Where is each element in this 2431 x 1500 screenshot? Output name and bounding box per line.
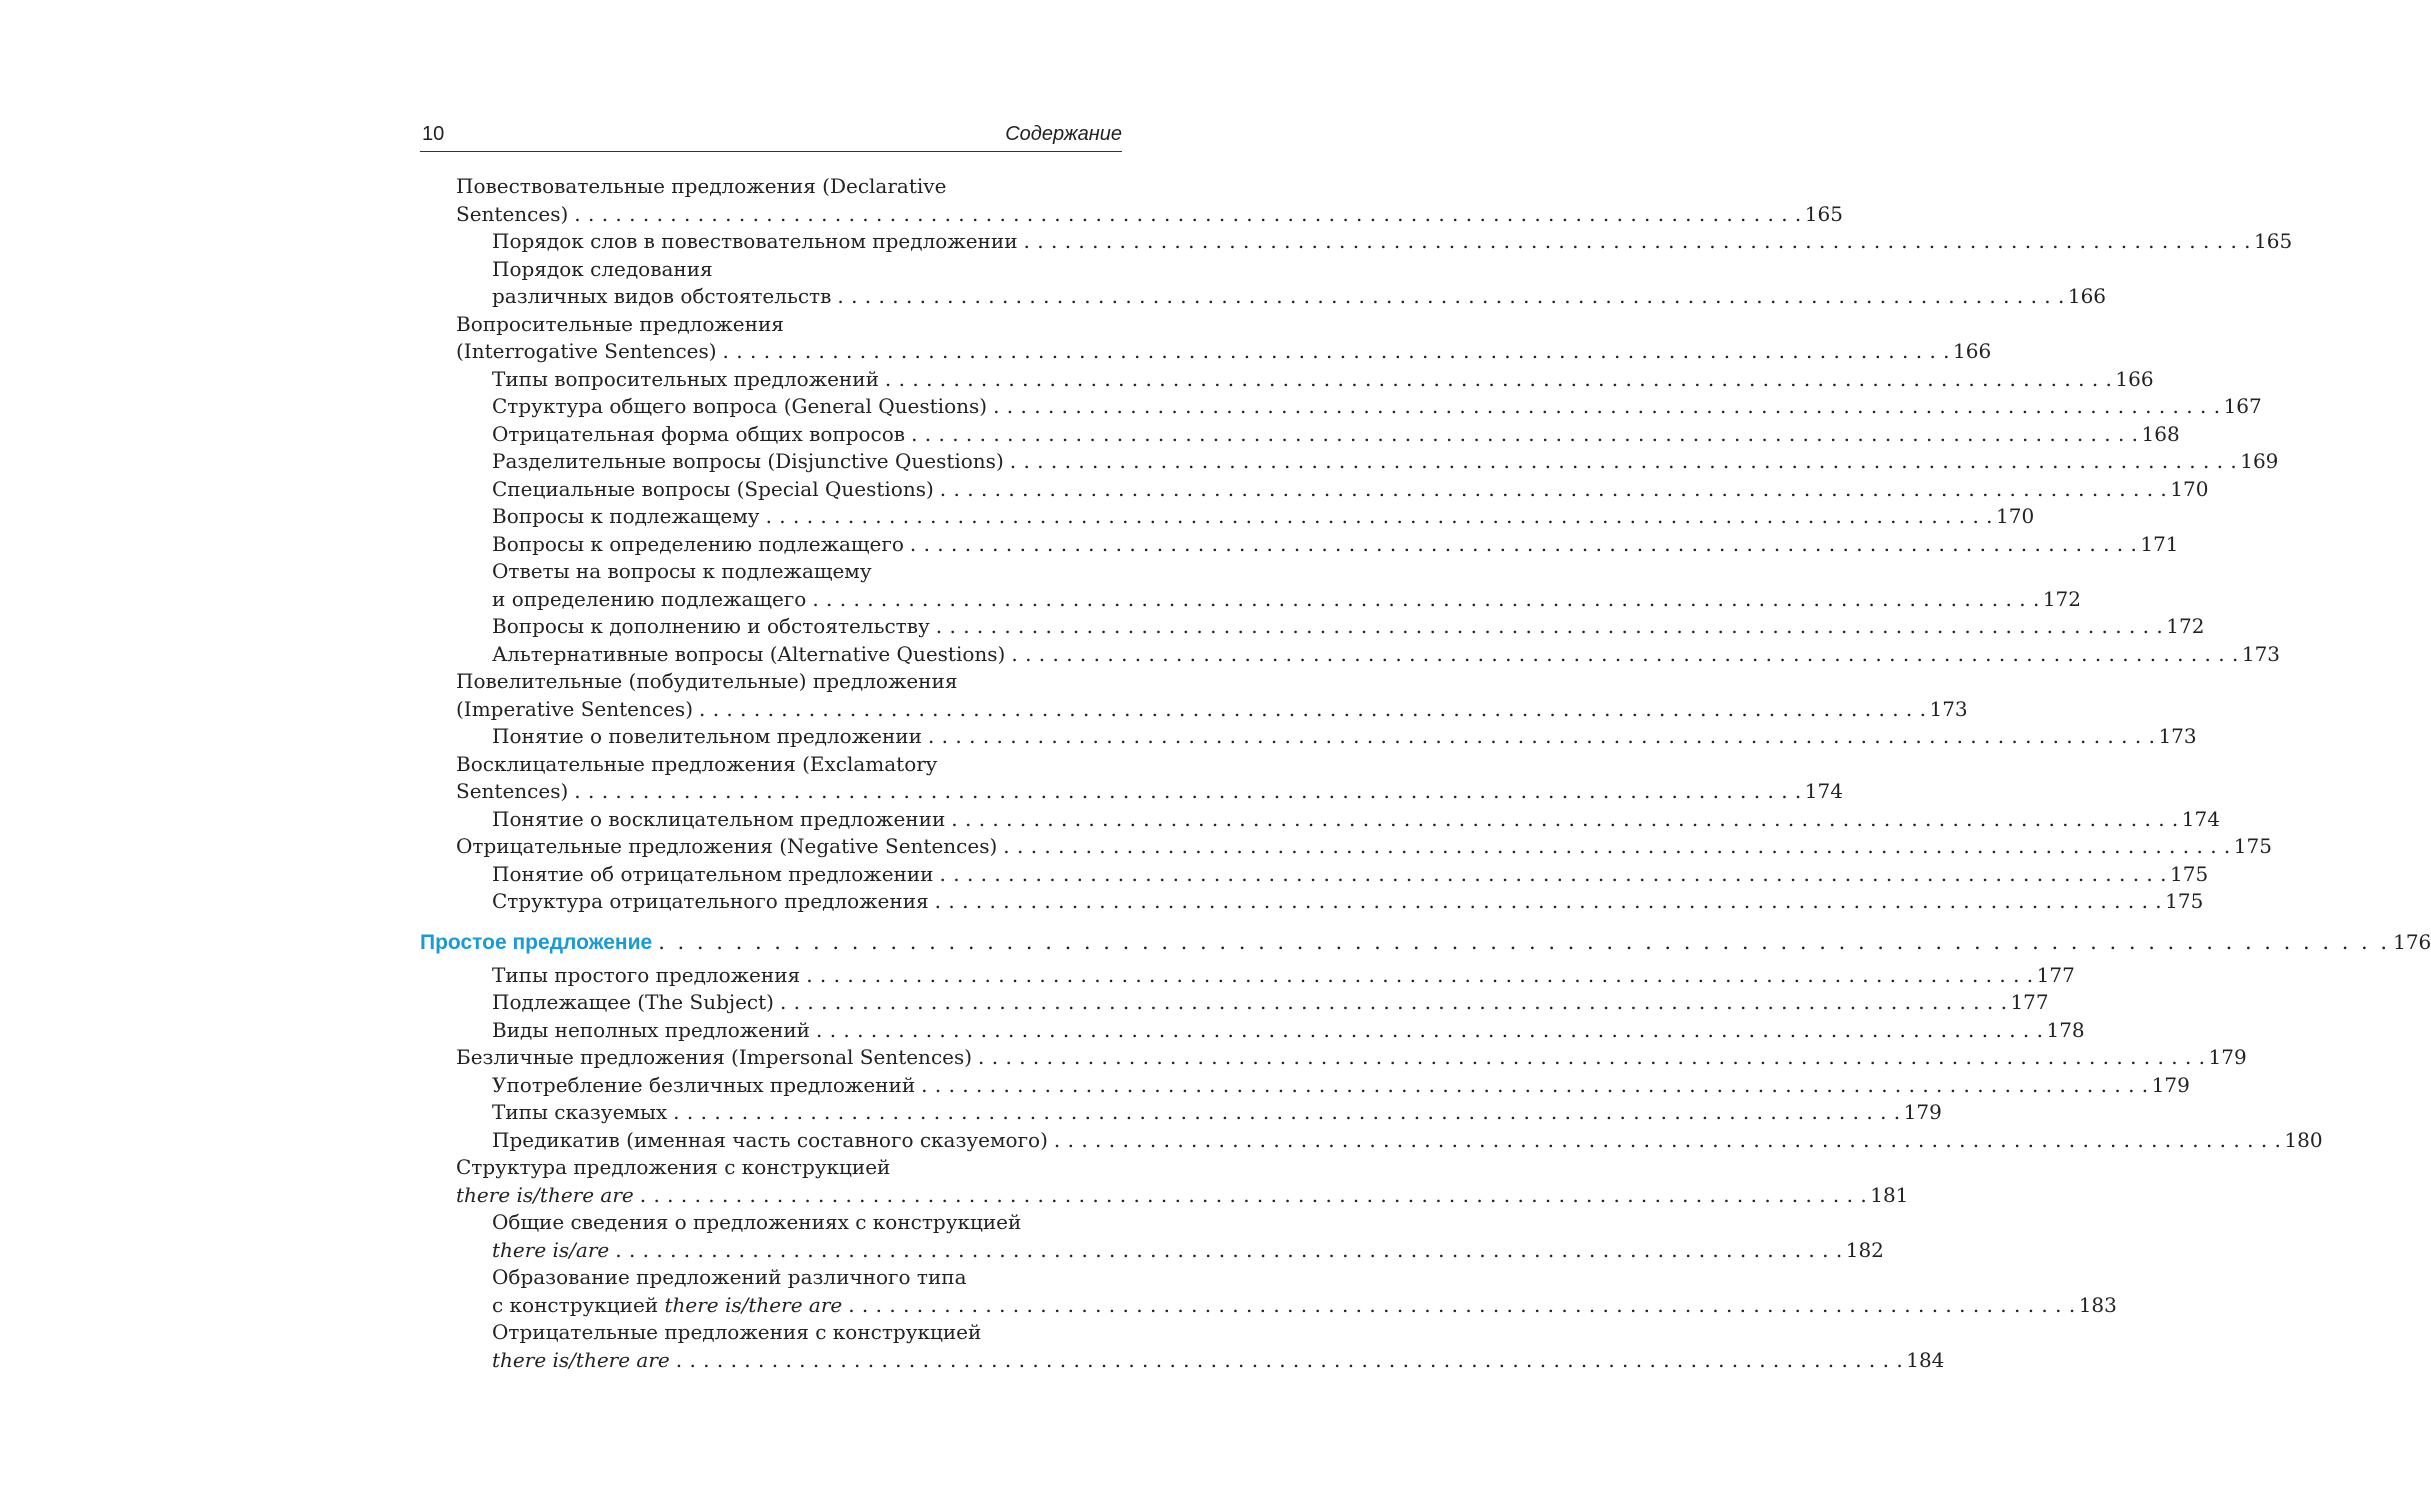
toc-entry [420, 1264, 1122, 1292]
toc-entry [420, 531, 2179, 559]
toc-entry [420, 503, 2035, 531]
dot-leader: . . . . . . . . . . . . . . . . . . . . . . . . . . . . . . . . . . . . . . . . . . . . . . . . . . . . . . . . . . . . . . . . . . . . . . . . . . . . . . . . . . . . . . . . . . [1023, 229, 2252, 253]
dot-leader: . . . . . . . . . . . . . . . . . . . . . . . . . . . . . . . . . . . . . . . . . . . . . . . . . . . . . . . . . . . . . . . . . . . . . . . . . . . . . . . . . . . . . . . . . . [911, 421, 2139, 446]
toc-entry-title [492, 1292, 842, 1320]
toc-entry-title: Понятие о восклицательном предложении [492, 806, 946, 831]
toc-page-number: 172 [2166, 614, 2205, 638]
toc-page-number: 175 [2233, 834, 2272, 858]
toc-page-number: 182 [1845, 1237, 1884, 1262]
dot-leader: . . . . . . . . . . . . . . . . . . . . . . . . . . . . . . . . . . . . . . . . . . . . . . . . . . . . . . . . . . . . . . . . . . . . . . . . . . . . . . . . . . . . . . . . . . [993, 394, 2221, 418]
toc-entry [420, 558, 1122, 586]
table-of-contents [420, 173, 2431, 1374]
dot-leader: . . . . . . . . . . . . . . . . . . . . . . . . . . . . . . . . . . . . . . . . . . . . . . . . . . . . . . . . . . . . . . . . . . . . . . . . . . . . . . . . . . . . . . . . . . [848, 1292, 2076, 1317]
dot-leader: . . . . . . . . . . . . . . . . . . . . . . . . . . . . . . . . . . . . . . . . . . . . . . . . . . . . . . . . . . . . . . . . . . . . . . . . . . . . . . . . . . . . . . . . . . [1009, 449, 2238, 473]
toc-entry [420, 1017, 2085, 1045]
dot-leader: . . . . . . . . . . . . . . . . . . . . . . . . . . . . . . . . . . . . . . . . . . . . . . . . . . . . . . . . . . . . . . . . . . . . . . . . . . . . . . . . . . . . . . . . . . [978, 1045, 2206, 1069]
toc-entry-title: Вопросы к определению подлежащего [492, 531, 904, 556]
toc-entry-title: Восклицательные предложения (Exclamatory [456, 751, 938, 776]
toc-entry [420, 989, 2049, 1017]
dot-leader: . . . . . . . . . . . . . . . . . . . . . . . . . . . . . . . . . . . . . . . . . . . . . . . . . . . . . . . . . . . . . . . . . . . . . . . . . . . . . . . . . . . . . . . . . . [884, 366, 2113, 391]
toc-entry [420, 448, 2279, 476]
toc-entry-title: Структура отрицательного предложения [492, 889, 929, 913]
dot-leader: . . . . . . . . . . . . . . . . . . . . . . . . . . . . . . . . . . . . . . . . . . . . . . . . . . . . . . . . . . . . . . . . . . . . . . . . . . . . . . . . . . . . . . . . . . [921, 1072, 2149, 1097]
dot-leader: . . . . . . . . . . . . . . . . . . . . . . . . . . . . . . . . . . . . . . . . . . . . . . . . . . . . . . . . . . . . . . . . . . . . . . . . . . . . . . . . . . . . . . . . . . [574, 779, 1802, 803]
toc-entry [420, 861, 2209, 889]
toc-page-number: 167 [2223, 394, 2262, 418]
toc-entry-title: Ответы на вопросы к подлежащему [492, 559, 872, 583]
dot-leader: . . . . . . . . . . . . . . . . . . . . . . . . . . . . . . . . . . . . . . . . . . . . . . . . . . . . . . . . . . . . . . . . . . . . . . . . . . . . . . . . . . . . . . . . . . [951, 806, 2179, 831]
dot-leader: . . . . . . . . . . . . . . . . . . . . . . . . . . . . . . . . . . . . . . . . . . . . . . . . . . . . . . . . . . . . . . . . . . . . . . . . . . . . . . . . . . . . . . . . . . [812, 586, 2040, 611]
toc-entry-title: Предикатив (именная часть составного сказуемого) [492, 1127, 1048, 1152]
toc-entry [420, 613, 2205, 641]
toc-page-number: 177 [2036, 962, 2075, 987]
toc-entry [420, 1182, 1909, 1210]
toc-page-number: 177 [2010, 990, 2049, 1014]
page-header [420, 118, 1122, 152]
toc-page-number: 171 [2140, 531, 2179, 556]
toc-entry-title: Понятие об отрицательном предложении [492, 861, 934, 886]
toc-entry [420, 962, 2075, 990]
toc-entry-title: Sentences) [456, 201, 569, 226]
toc-entry-title: Безличные предложения (Impersonal Sentences) [456, 1045, 973, 1069]
dot-leader: . . . . . . . . . . . . . . . . . . . . . . . . . . . . . . . . . . . . . . . . . . . . . . . . . . . . . . . . . . . . . . . . . . . . . . . . . . . . . . . . . . . . . . . . . . [909, 531, 2138, 556]
toc-page-number: 165 [2254, 229, 2293, 253]
toc-entry [420, 421, 2180, 449]
toc-entry-title-text: с конструкцией [492, 1292, 665, 1317]
toc-page-number: 168 [2141, 421, 2180, 446]
toc-entry-title [492, 1237, 609, 1265]
toc-entry-title: Образование предложений различного типа [492, 1265, 967, 1289]
toc-entry [420, 1127, 2323, 1155]
toc-entry [420, 476, 2209, 504]
toc-entry-title: Подлежащее (The Subject) [492, 990, 774, 1014]
toc-entry [420, 586, 2081, 614]
toc-page-number: 172 [2042, 586, 2081, 611]
dot-leader: . . . . . . . . . . . . . . . . . . . . . . . . . . . . . . . . . . . . . . . . . . . . . . . . . . . . . . . . . . . . . . . . . . . . . . . . . . . . . . . . . . . . . . . . . . [779, 990, 2008, 1014]
toc-entry-title: Отрицательная форма общих вопросов [492, 421, 906, 446]
toc-page-number: 173 [2158, 724, 2197, 748]
toc-entry [420, 283, 2107, 311]
dot-leader: . . . . . . . . . . . . . . . . . . . . . . . . . . . . . . . . . . . . . . . . . . . . . . . . . . . . . . . . . . . . . . . . . . . . . . . . . . . . . . . . . . . . . . . . . . [837, 284, 2065, 308]
toc-entry-title: Структура общего вопроса (General Questions) [492, 394, 988, 418]
dot-leader: . . . . . . . . . . . . . . . . . . . . . . . . . . . . . . . . . . . . . . . . . . . . . . . . . . . . . . . . . . . . . . . . . . . . . . . . . . . . . . . . . . . . . . . . . . [1053, 1127, 2282, 1152]
toc-entry-title: Общие сведения о предложениях с конструкцией [492, 1210, 1022, 1234]
dot-leader: . . . . . . . . . . . . . . . . . . . . . . . . . . . . . . . . . . . . . . . . . . . . . . . . . . . . . . . . . . . . . . . . . . . . . . . . . . . . . . . . . . . . . . . . . . [927, 724, 2156, 748]
toc-page-number: 179 [2208, 1045, 2247, 1069]
dot-leader: . . . . . . . . . . . . . . . . . . . . . . . . . . . . . . . . . . . . . . . . . . . . . . . . . . . . . . . . . . . . . . . . . . . . . . . . . . . . . . . . . . . . . . . . . . [934, 889, 2163, 913]
toc-entry-title: Типы сказуемых [492, 1100, 668, 1124]
toc-page-number: 175 [2165, 889, 2204, 913]
toc-entry [420, 751, 1122, 779]
dot-leader: . . . . . . . . . . . . . . . . . . . . . . . . . . . . . . . . . . . . . . . . . . . . . . . . . . . . . . . . . . . . . . . . . . . . . . . . . . . . . . . . . . . . . . . . . . [939, 861, 2167, 886]
dot-leader: . . . . . . . . . . . . . . . . . . . . . . . . . . . . . . . . . . . . . . . . . . . . . . . . . . . . . . . . . . . . . . . . . . . . . . . . . . . . . . . . . . . . . . . . . . [1003, 834, 2231, 858]
toc-page-number: 165 [1804, 201, 1843, 226]
dot-leader: . . . . . . . . . . . . . . . . . . . . . . . . . . . . . . . . . . . . . . . . . . . . . . . . . . . . . . . . . . . . . . . . . . . . . . . . . . . . . . . . . . . . . . . . . . [675, 1347, 1904, 1372]
toc-entry [420, 778, 1843, 806]
dot-leader: . . . . . . . . . . . . . . . . . . . . . . . . . . . . . . . . . . . . . . . . . . . . . . . . . . . . . . . . . . . . . . . . . . . . . . . . . . . . . . . . . . . . . . . . . . [722, 339, 1951, 363]
toc-entry [420, 1072, 2190, 1100]
toc-entry [420, 806, 2220, 834]
dot-leader: . . . . . . . . . . . . . . . . . . . . . . . . . . . . . . . . . . . . . . . . . . . . . . . . . . . . . . . . . . . . . . . . . . . . . . . . . . . . . . . . . . . . . . . . . . [699, 696, 1927, 721]
toc-entry [420, 833, 2272, 861]
toc-page-number: 179 [1903, 1100, 1942, 1124]
toc-page-number: 174 [2181, 806, 2220, 831]
toc-entry-title-italic: there is/there are [492, 1347, 670, 1372]
toc-page-number: 166 [2115, 366, 2154, 391]
toc-entry [420, 393, 2262, 421]
toc-entry [420, 696, 1968, 724]
toc-entry-title: Структура предложения с конструкцией [456, 1155, 891, 1179]
toc-entry [420, 1292, 2117, 1320]
toc-page-number: 170 [2170, 476, 2209, 501]
toc-entry-title: Типы вопросительных предложений [492, 366, 879, 391]
toc-entry-title: Специальные вопросы (Special Questions) [492, 476, 934, 501]
toc-entry [420, 723, 2197, 751]
dot-leader: . . . . . . . . . . . . . . . . . . . . . . . . . . . . . . . . . . . . . . . . . . . . . . . . . . . . . . . . . . . . . . . . . . . . . . . . . . . . . . . . . . . . . . . . . . [816, 1017, 2044, 1042]
dot-leader: . . . . . . . . . . . . . . . . . . . . . . . . . . . . . . . . . . . . . . . . . . . . . . . . . . . . . . . . . . . . . . . . . . . . . . . . . . . . . . . . . . . . . . . . . . [673, 1100, 1901, 1124]
toc-entry-title: Простое предложение [420, 930, 653, 954]
toc-entry [420, 256, 1122, 284]
toc-section-heading [420, 922, 2431, 962]
toc-page-number: 166 [2067, 284, 2107, 308]
toc-entry [420, 1209, 1122, 1237]
toc-entry-title: Типы простого предложения [492, 962, 801, 987]
toc-entry-title: Альтернативные вопросы (Alternative Questions) [492, 641, 1006, 666]
toc-entry-title: Повелительные (побудительные) предложения [456, 669, 958, 693]
toc-page-number: 183 [2078, 1292, 2117, 1317]
toc-page-number: 180 [2284, 1127, 2323, 1152]
toc-page-number: 174 [1804, 779, 1843, 803]
toc-page-number: 176 [2393, 929, 2431, 954]
toc-entry-title: Отрицательные предложения (Negative Sentences) [456, 834, 998, 858]
dot-leader: . . . . . . . . . . . . . . . . . . . . . . . . . . . . . . . . . . . . . . . . . . . . . . . . . . . . . . . . . . . . . . . . . . . . . . . . . . . . . . . . . . . . . . . . . . [765, 504, 1994, 528]
toc-entry [420, 228, 2293, 256]
toc-entry-title: Вопросительные предложения [456, 311, 784, 336]
running-title: Содержание [1005, 123, 1122, 145]
toc-entry [420, 338, 1992, 366]
dot-leader: . . . . . . . . . . . . . . . . . . . . . . . . . . . . . . . . . . . . . . . . . . . . . . . . . . . . . . . . . . . . . . . . . . . . . . . . . . . . . . . . . . . . . . . . . . [1011, 641, 2239, 666]
toc-entry-title: Виды неполных предложений [492, 1017, 810, 1042]
toc-entry-title: Повествовательные предложения (Declarative [456, 174, 947, 198]
toc-entry-title: Вопросы к подлежащему [492, 504, 760, 528]
toc-entry-title: Вопросы к дополнению и обстоятельству [492, 614, 930, 638]
dot-leader: . . . . . . . . . . . . . . . . . . . . . . . . . . . . . . . . . . . . . . . . . . . . . . . . . . . . . . . . . . . . . . . . . . . . . . . . . . . . . . . . . . . . . . . . . . [939, 476, 2168, 501]
toc-entry-title: (Imperative Sentences) [456, 696, 693, 721]
toc-entry-title: Порядок слов в повествовательном предложении [492, 229, 1018, 253]
toc-entry-title: Отрицательные предложения с конструкцией [492, 1320, 982, 1344]
toc-entry-title [456, 1182, 634, 1210]
toc-entry [420, 366, 2154, 394]
toc-page-number: 170 [1996, 504, 2035, 528]
toc-entry [420, 668, 1122, 696]
dot-leader: . . . . . . . . . . . . . . . . . . . . . . . . . . . . . . . . . . . . . . . . . . . . . . . . . . . . . . . . . . . . . . . . . . . . . . . . . . . . . . . . . . . . . . . . . . [658, 929, 2391, 954]
toc-entry-title-italic: there is/are [492, 1237, 610, 1262]
toc-entry [420, 1154, 1122, 1182]
toc-page-number: 166 [1953, 339, 1992, 363]
toc-entry [420, 311, 1122, 339]
toc-entry [420, 1099, 1942, 1127]
toc-page-number: 178 [2046, 1017, 2085, 1042]
toc-entry [420, 201, 1843, 229]
toc-page-number: 181 [1870, 1182, 1909, 1207]
dot-leader: . . . . . . . . . . . . . . . . . . . . . . . . . . . . . . . . . . . . . . . . . . . . . . . . . . . . . . . . . . . . . . . . . . . . . . . . . . . . . . . . . . . . . . . . . . [615, 1237, 1843, 1262]
toc-entry-title-italic: there is/there are [664, 1292, 843, 1317]
toc-page-number: 179 [2151, 1072, 2190, 1097]
toc-page-number: 169 [2240, 449, 2279, 473]
toc-entry [420, 173, 1122, 201]
toc-entry-title: Sentences) [456, 779, 569, 803]
toc-entry-title-italic: there is/there are [456, 1182, 634, 1207]
toc-entry [420, 888, 2204, 916]
toc-entry-title: Порядок следования [492, 256, 713, 281]
toc-entry [420, 641, 2281, 669]
dot-leader: . . . . . . . . . . . . . . . . . . . . . . . . . . . . . . . . . . . . . . . . . . . . . . . . . . . . . . . . . . . . . . . . . . . . . . . . . . . . . . . . . . . . . . . . . . [806, 962, 2034, 987]
toc-page-number: 175 [2170, 861, 2209, 886]
toc-entry-title: различных видов обстоятельств [492, 284, 832, 308]
toc-entry [420, 1237, 1884, 1265]
toc-entry [420, 1044, 2247, 1072]
toc-entry [420, 1319, 1122, 1347]
dot-leader: . . . . . . . . . . . . . . . . . . . . . . . . . . . . . . . . . . . . . . . . . . . . . . . . . . . . . . . . . . . . . . . . . . . . . . . . . . . . . . . . . . . . . . . . . . [574, 201, 1802, 226]
toc-page-number: 173 [1929, 696, 1968, 721]
toc-entry [420, 1347, 1945, 1375]
toc-entry-title: и определению подлежащего [492, 586, 807, 611]
toc-page-number: 173 [2241, 641, 2281, 666]
toc-page-number: 184 [1906, 1347, 1945, 1372]
toc-entry-title [492, 1347, 670, 1375]
page-number: 10 [422, 123, 445, 145]
toc-entry-title: Употребление безличных предложений [492, 1072, 916, 1097]
toc-entry-title: Понятие о повелительном предложении [492, 724, 922, 748]
dot-leader: . . . . . . . . . . . . . . . . . . . . . . . . . . . . . . . . . . . . . . . . . . . . . . . . . . . . . . . . . . . . . . . . . . . . . . . . . . . . . . . . . . . . . . . . . . [639, 1182, 1868, 1207]
toc-entry-title: (Interrogative Sentences) [456, 339, 717, 363]
dot-leader: . . . . . . . . . . . . . . . . . . . . . . . . . . . . . . . . . . . . . . . . . . . . . . . . . . . . . . . . . . . . . . . . . . . . . . . . . . . . . . . . . . . . . . . . . . [935, 614, 2164, 638]
toc-entry-title: Разделительные вопросы (Disjunctive Questions) [492, 449, 1004, 473]
